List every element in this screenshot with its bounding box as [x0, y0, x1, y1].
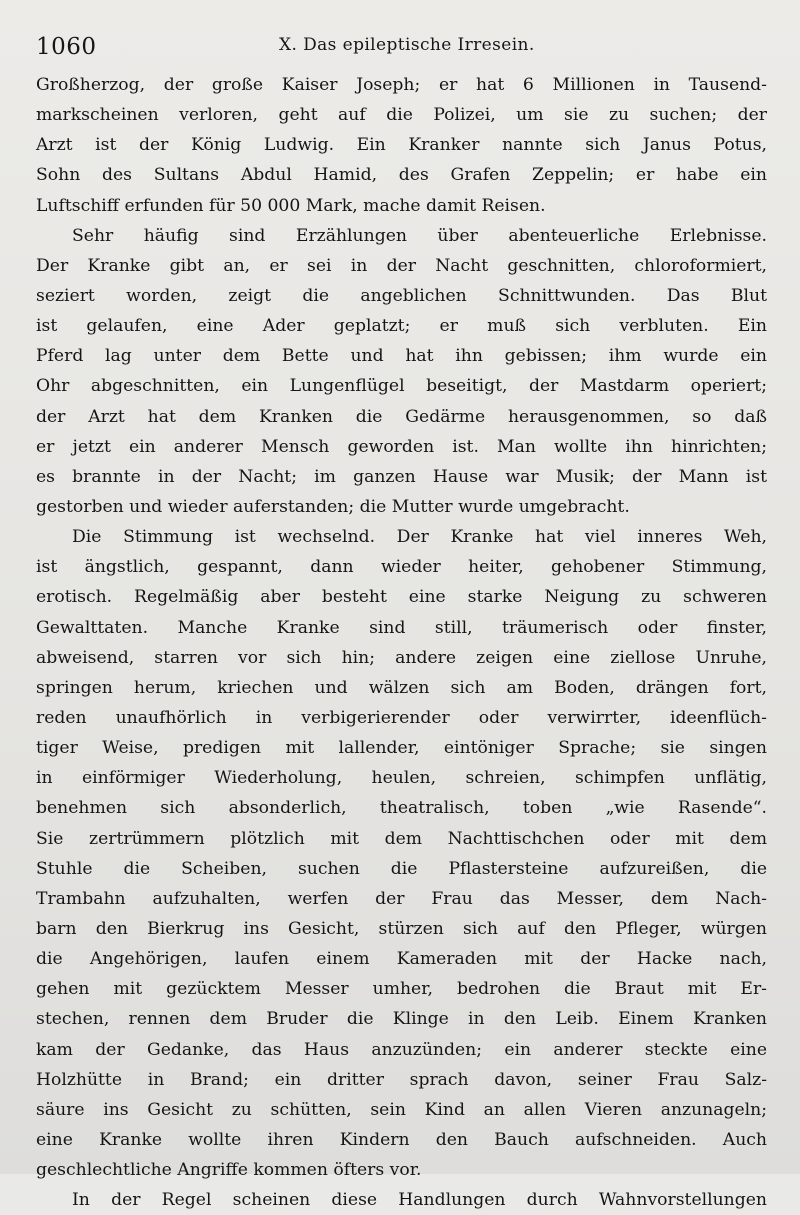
text-line: Der Kranke gibt an, er sei in der Nacht geschnitten, chloroformiert,	[36, 255, 767, 276]
text-line: die Angehörigen, laufen einem Kameraden mit der Hacke nach,	[36, 949, 767, 970]
text-line: Arzt ist der König Ludwig. Ein Kranker nannte sich Janus Potus,	[36, 135, 767, 156]
text-line: er jetzt ein anderer Mensch geworden ist. Man wollte ihn hinrichten;	[36, 436, 767, 457]
page-number: 1060	[36, 34, 97, 60]
text-line: benehmen sich absonderlich, theatralisch, toben „wie Rasende“.	[36, 798, 767, 819]
text-line: Trambahn aufzuhalten, werfen der Frau das Messer, dem Nach-	[36, 888, 767, 909]
text-line: seziert worden, zeigt die angeblichen Schnittwunden. Das Blut	[36, 285, 767, 306]
text-line: säure ins Gesicht zu schütten, sein Kind an allen Vieren anzunageln;	[36, 1099, 767, 1120]
text-line: barn den Bierkrug ins Gesicht, stürzen sich auf den Pfleger, würgen	[36, 918, 767, 939]
text-line: stechen, rennen dem Bruder die Klinge in den Leib. Einem Kranken	[36, 1009, 767, 1030]
text-line: Luftschiff erfunden für 50 000 Mark, mache damit Reisen.	[36, 195, 546, 216]
text-line: Sehr häufig sind Erzählungen über abenteuerliche Erlebnisse.	[72, 225, 767, 246]
text-line: der Arzt hat dem Kranken die Gedärme herausgenommen, so daß	[36, 406, 767, 427]
text-line: Stuhle die Scheiben, suchen die Pflastersteine aufzureißen, die	[36, 858, 767, 879]
text-line: erotisch. Regelmäßig aber besteht eine starke Neigung zu schweren	[36, 587, 767, 608]
text-line: geschlechtliche Angriffe kommen öfters vor.	[36, 1160, 422, 1181]
text-line: markscheinen verloren, geht auf die Polizei, um sie zu suchen; der	[36, 105, 767, 126]
text-line: Gewalttaten. Manche Kranke sind still, träumerisch oder finster,	[36, 617, 767, 638]
text-line: In der Regel scheinen diese Handlungen durch Wahnvorstellungen	[72, 1190, 767, 1211]
text-line: es brannte in der Nacht; im ganzen Hause war Musik; der Mann ist	[36, 466, 767, 487]
text-line: Pferd lag unter dem Bette und hat ihn gebissen; ihm wurde ein	[36, 346, 767, 367]
text-line: tiger Weise, predigen mit lallender, eintöniger Sprache; sie singen	[36, 738, 767, 759]
text-line: gestorben und wieder auferstanden; die Mutter wurde umgebracht.	[36, 496, 630, 517]
text-line: reden unaufhörlich in verbigerierender oder verwirrter, ideenflüch-	[36, 707, 767, 728]
text-line: in einförmiger Wiederholung, heulen, schreien, schimpfen unflätig,	[36, 768, 767, 789]
text-line: Holzhütte in Brand; ein dritter sprach davon, seiner Frau Salz-	[36, 1069, 767, 1090]
text-line: eine Kranke wollte ihren Kindern den Bauch aufschneiden. Auch	[36, 1129, 767, 1150]
text-line: ist gelaufen, eine Ader geplatzt; er muß sich verbluten. Ein	[36, 316, 767, 337]
text-line: Sie zertrümmern plötzlich mit dem Nachttischchen oder mit dem	[36, 828, 767, 849]
text-line: Die Stimmung ist wechselnd. Der Kranke hat viel inneres Weh,	[72, 527, 767, 548]
text-line: kam der Gedanke, das Haus anzuzünden; ein anderer steckte eine	[36, 1039, 767, 1060]
text-line: Sohn des Sultans Abdul Hamid, des Grafen Zeppelin; er habe ein	[36, 165, 767, 186]
text-line: ist ängstlich, gespannt, dann wieder heiter, gehobener Stimmung,	[36, 557, 767, 578]
text-line: abweisend, starren vor sich hin; andere zeigen eine ziellose Unruhe,	[36, 647, 767, 668]
text-line: gehen mit gezücktem Messer umher, bedrohen die Braut mit Er-	[36, 979, 767, 1000]
running-title: X. Das epileptische Irresein.	[279, 35, 535, 55]
text-line: springen herum, kriechen und wälzen sich am Boden, drängen fort,	[36, 677, 767, 698]
body-text	[36, 70, 767, 1215]
text-line: Ohr abgeschnitten, ein Lungenflügel beseitigt, der Mastdarm operiert;	[36, 376, 767, 397]
text-line: Großherzog, der große Kaiser Joseph; er hat 6 Millionen in Tausend-	[36, 75, 767, 95]
page-header	[36, 30, 764, 64]
